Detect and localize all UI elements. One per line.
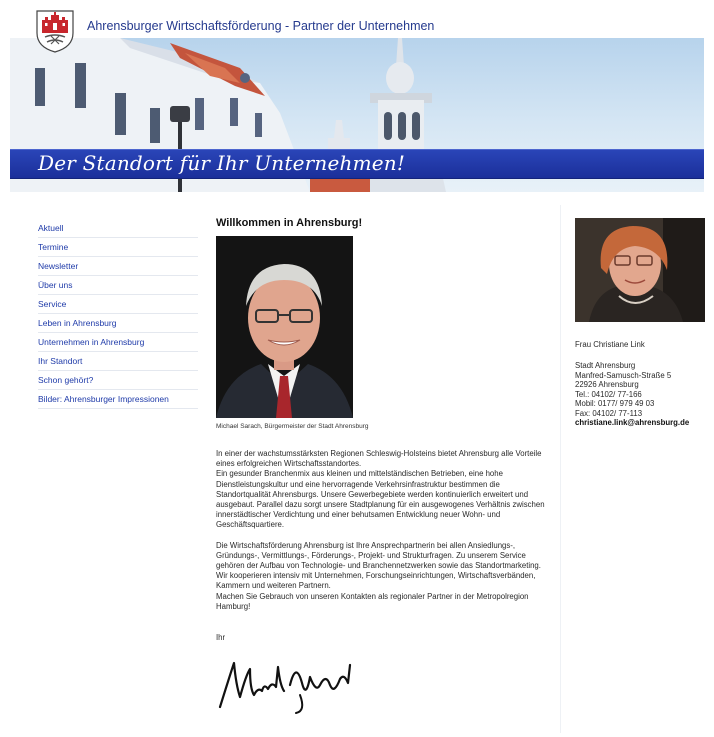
intro-paragraph-1: In einer der wachstumsstärksten Regionen Schleswig-Holsteins bietet Ahrensburg alle Vorteile eines erfolgreichen Wirtschaftsstandortes.: [216, 449, 542, 469]
mayor-signature: [216, 655, 356, 715]
nav-link-service[interactable]: Service: [38, 299, 67, 309]
contact-fax: Fax: 04102/ 77-113: [575, 408, 643, 418]
nav-item-standort: [38, 352, 198, 371]
contact-phone: Tel.: 04102/ 77-166: [575, 389, 642, 399]
nav-link-standort[interactable]: Ihr Standort: [38, 356, 83, 366]
contact-email-link[interactable]: christiane.link@ahrensburg.de: [575, 418, 690, 427]
nav-link-bilder[interactable]: Bilder: Ahrensburger Impressionen: [38, 394, 169, 404]
mayor-photo: [216, 236, 353, 418]
contact-photo: [575, 218, 705, 322]
main-content: [216, 217, 546, 642]
nav-item-bilder: [38, 390, 198, 409]
welcome-heading: Willkommen in Ahrensburg!: [216, 217, 363, 229]
intro-paragraph-2: Ein gesunder Branchenmix aus kleinen und mittelständischen Betrieben, eine hohe Dienstleistungskultur und eine hervorragende Verkehrsinfrastruktur bestimmen die Standortqualität Ahrensburgs. Unsere Gewerbegebiete werden kontinuierlich erweitert und ausgebaut. Parallel dazu sorgt unsere Stadtplanung für ein ausgewogenes Verhältnis zwischen innerstädtischer Verdichtung und einer behutsamen Entwicklung neuer Wohn- und Geschäftsquartiere.: [216, 469, 545, 530]
nav-item-service: [38, 295, 198, 314]
intro-paragraph-3: Die Wirtschaftsförderung Ahrensburg ist Ihre Ansprechpartnerin bei allen Ansiedlungs-, Gründungs-, Vermittlungs-, Förderungs-, Projekt- und Strukturfragen. Zu unserem Service gehören der Aufbau von Technologie- und Branchennetzwerken sowie das Standortmarketing. Wir kooperieren intensiv mit Unternehmen, Forschungseinrichtungen, Wirtschaftsverbänden, Kammern und weiteren Partnern.: [216, 540, 541, 591]
intro-paragraph-4: Machen Sie Gebrauch von unseren Kontakten als regionaler Partner in der Metropolregion Hamburg!: [216, 591, 529, 611]
nav-item-termine: [38, 238, 198, 257]
nav-link-aktuell[interactable]: Aktuell: [38, 223, 64, 233]
contact-city: 22926 Ahrensburg: [575, 380, 639, 389]
nav-link-termine[interactable]: Termine: [38, 242, 69, 252]
contact-mobile: Mobil: 0177/ 979 49 03: [575, 399, 655, 408]
coat-of-arms-icon[interactable]: [35, 9, 75, 53]
nav-link-schon-gehoert[interactable]: Schon gehört?: [38, 375, 94, 385]
contact-street: Manfred-Samusch-Straße 5: [575, 370, 672, 380]
contact-address: [575, 361, 689, 428]
nav-item-leben: [38, 314, 198, 333]
nav-link-newsletter[interactable]: Newsletter: [38, 261, 79, 271]
nav-item-unternehmen: [38, 333, 198, 352]
nav-item-newsletter: [38, 257, 198, 276]
mayor-photo-caption: Michael Sarach, Bürgermeister der Stadt Ahrensburg: [216, 423, 369, 430]
hero-banner: [10, 38, 704, 192]
nav-link-leben[interactable]: Leben in Ahrensburg: [38, 318, 117, 328]
nav-item-aktuell: [38, 219, 198, 238]
nav-item-schon-gehoert: [38, 371, 198, 390]
letter-closing: Ihr: [216, 633, 226, 642]
contact-organization: Stadt Ahrensburg: [575, 361, 636, 370]
banner-slogan: Der Standort für Ihr Unternehmen!: [38, 151, 406, 175]
nav-link-ueber-uns[interactable]: Über uns: [38, 280, 73, 290]
site-header: [0, 0, 714, 38]
contact-portrait-image: [575, 218, 705, 322]
sidebar-nav: [38, 219, 198, 409]
nav-link-unternehmen[interactable]: Unternehmen in Ahrensburg: [38, 337, 145, 347]
site-title: Ahrensburger Wirtschaftsförderung - Partner der Unternehmen: [87, 19, 435, 33]
mayor-portrait-image: [216, 236, 353, 418]
nav-item-ueber-uns: [38, 276, 198, 295]
contact-name: Frau Christiane Link: [575, 340, 645, 349]
column-divider: [560, 205, 561, 733]
intro-text: [216, 449, 546, 622]
